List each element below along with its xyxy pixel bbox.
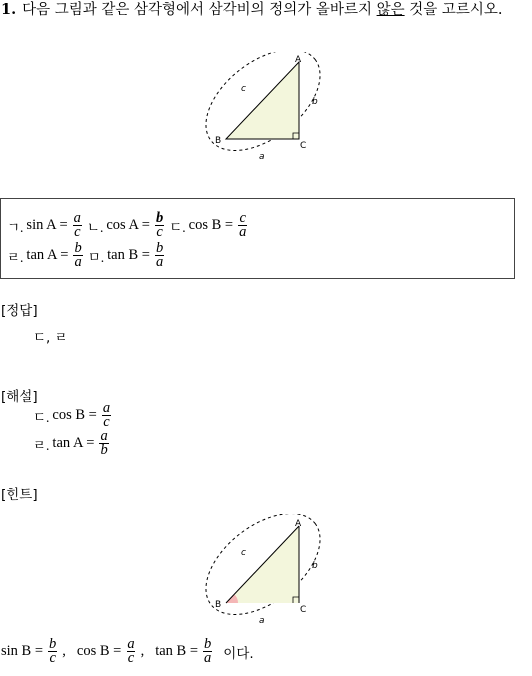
separator: , <box>140 643 145 659</box>
triangle-figure-1 <box>200 52 340 164</box>
denominator: a <box>204 650 212 666</box>
side-label-b: b <box>312 97 318 107</box>
fraction <box>126 638 135 665</box>
fraction <box>203 638 212 665</box>
choice-mark: ㄷ. <box>33 409 50 425</box>
choice-lhs: cos A = <box>106 217 150 233</box>
denominator: c <box>156 224 163 240</box>
choice-mark: ㄱ. <box>7 219 24 235</box>
hint-heading: [힌트] <box>1 487 38 503</box>
equation-lhs: tan B = <box>155 643 199 659</box>
equation-lhs: cos B = <box>76 643 122 659</box>
denominator: c <box>74 224 81 240</box>
denominator: c <box>127 650 135 666</box>
numerator: c <box>239 210 246 226</box>
numerator: b <box>74 240 82 256</box>
denominator: a <box>239 224 247 240</box>
triangle-figure-2 <box>200 514 340 626</box>
vertex-label-a: A <box>295 55 302 65</box>
fraction <box>48 638 57 665</box>
question-number: 1. <box>1 1 17 18</box>
numerator: b <box>155 240 164 256</box>
numerator: a <box>73 210 81 226</box>
denominator: c <box>103 414 110 430</box>
choice-lhs: tan B = <box>107 247 150 263</box>
side-label-b: b <box>312 561 318 571</box>
numerator: b <box>155 210 164 226</box>
underlined-word: 않은 <box>376 2 405 18</box>
numerator: a <box>127 636 135 652</box>
hint-tail: 이다. <box>223 645 254 662</box>
question-text <box>1 0 529 20</box>
fraction <box>73 242 82 269</box>
numerator: b <box>49 636 57 652</box>
denominator: c <box>49 650 56 666</box>
numerator: a <box>102 400 111 416</box>
choice-mark: ㄹ. <box>7 249 24 265</box>
side-label-a: a <box>259 152 265 162</box>
explanation-line-1 <box>33 402 113 429</box>
choice-mark: ㄷ. <box>169 219 186 235</box>
separator: , <box>62 643 66 659</box>
denominator: a <box>155 254 164 270</box>
hint-formula <box>1 638 254 665</box>
fraction <box>73 212 82 239</box>
side-label-c: c <box>241 84 246 94</box>
fraction <box>102 402 111 429</box>
choices-box <box>0 198 515 279</box>
vertex-label-c: C <box>300 605 307 615</box>
question-prompt: 다음 그림과 같은 삼각형에서 삼각비의 정의가 올바르지 <box>22 2 377 18</box>
equation-lhs: tan A = <box>52 435 95 451</box>
numerator: b <box>204 636 212 652</box>
vertex-label-b: B <box>215 600 222 610</box>
vertex-label-c: C <box>300 141 307 151</box>
fraction <box>155 242 164 269</box>
right-triangle <box>226 62 299 139</box>
choice-mark: ㄴ. <box>86 219 104 235</box>
choice-lhs: cos B = <box>188 217 234 233</box>
vertex-label-b: B <box>215 136 222 146</box>
choice-mark: ㅁ. <box>87 249 105 265</box>
fraction <box>238 212 247 239</box>
choice-mark: ㄹ. <box>33 437 50 453</box>
fraction <box>155 212 164 239</box>
answer-text: ㄷ, ㄹ <box>33 330 68 346</box>
choices-row-2 <box>7 242 166 269</box>
numerator: a <box>100 428 108 444</box>
equation-lhs: cos B = <box>52 407 97 423</box>
explanation-heading: [해설] <box>1 389 38 405</box>
choice-lhs: tan A = <box>26 247 69 263</box>
denominator: b <box>100 442 108 458</box>
side-label-a: a <box>259 616 265 626</box>
denominator: a <box>74 254 82 270</box>
choice-lhs: sin A = <box>26 217 68 233</box>
answer-heading: [정답] <box>1 303 38 319</box>
explanation-line-2 <box>33 430 111 457</box>
vertex-label-a: A <box>295 519 302 529</box>
choices-row-1 <box>7 212 249 239</box>
question-prompt-end: 것을 고르시오. <box>404 2 503 18</box>
side-label-c: c <box>241 548 246 558</box>
equation-lhs: sin B = <box>1 643 44 659</box>
fraction <box>99 430 108 457</box>
